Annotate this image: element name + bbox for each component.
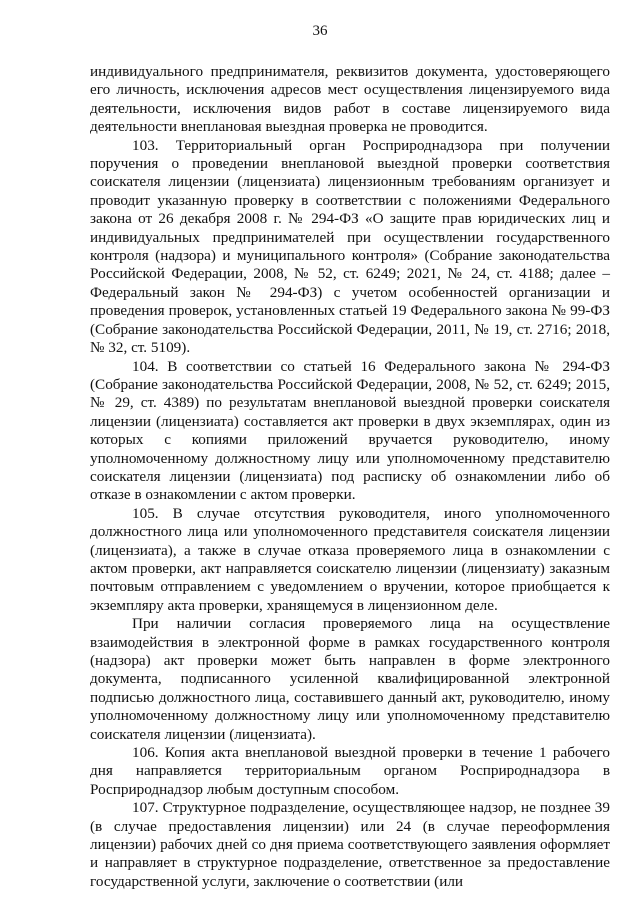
paragraph-106: 106. Копия акта внеплановой выездной проверки в течение 1 рабочего дня направляется территориальным органом Росприроднадзора в Росприроднадзор любым доступным способом.: [90, 744, 610, 798]
paragraph-electronic-form: При наличии согласия проверяемого лица на осуществление взаимодействия в электронной форме в рамках государственного контроля (надзора) акт проверки может быть направлен в форме электронного документа, подписанного усиленной квалифицированной электронной подписью должностного лица, составившего данный акт, руководителю, иному уполномоченному должностному лицу или уполномоченному представителю соискателя лицензии (лицензиата).: [90, 615, 610, 743]
paragraph-105: 105. В случае отсутствия руководителя, иного уполномоченного должностного лица или уполномоченного представителя соискателя лицензии (лицензиата), а также в случае отказа проверяемого лица в ознакомлении с актом проверки, акт направляется соискателю лицензии (лицензиату) заказным почтовым отправлением с уведомлением о вручении, которое приобщается к экземпляру акта проверки, хранящемуся в лицензионном деле.: [90, 504, 610, 614]
page-number: 36: [312, 23, 328, 39]
paragraph-107: 107. Структурное подразделение, осуществляющее надзор, не позднее 39 (в случае предоставления лицензии) или 24 (в случае переоформления лицензии) рабочих дней со дня приема соответствующего заявления оформляет и направляет в структурное подразделение, ответственное за предоставление государственной услуги, заключение о соответствии (или: [90, 799, 610, 890]
paragraph-continuation: индивидуального предпринимателя, реквизитов документа, удостоверяющего его личность, исключения адресов мест осуществления лицензируемого вида деятельности, исключения видов работ в составе лицензируемого вида деятельности внеплановая выездная проверка не проводится.: [90, 63, 610, 136]
paragraph-104: 104. В соответствии со статьей 16 Федерального закона № 294-ФЗ (Собрание законодательства Российской Федерации, 2008, № 52, ст. 6249; 2015, № 29, ст. 4389) по результатам внеплановой выездной проверки соискателя лицензии (лицензиата) составляется акт проверки в двух экземплярах, один из которых с копиями приложений вручается руководителю, иному уполномоченному должностному лицу или уполномоченному представителю соискателя лицензии (лицензиата) под расписку об ознакомлении либо об отказе в ознакомлении с актом проверки.: [90, 357, 610, 504]
document-body: [90, 63, 610, 891]
paragraph-103: 103. Территориальный орган Росприроднадзора при получении поручения о проведении внеплановой выездной проверки соответствия соискателя лицензии (лицензиата) лицензионным требованиям организует и проводит указанную проверку в соответствии с положениями Федерального закона от 26 декабря 2008 г. № 294-ФЗ «О защите прав юридических лиц и индивидуальных предпринимателей при осуществлении государственного контроля (надзора) и муниципального контроля» (Собрание законодательства Российской Федерации, 2008, № 52, ст. 6249; 2021, № 24, ст. 4188; далее – Федеральный закон № 294-ФЗ) с учетом особенностей организации и проведения проверок, установленных статьей 19 Федерального закона № 99-ФЗ (Собрание законодательства Российской Федерации, 2011, № 19, ст. 2716; 2018, № 32, ст. 5109).: [90, 136, 610, 357]
